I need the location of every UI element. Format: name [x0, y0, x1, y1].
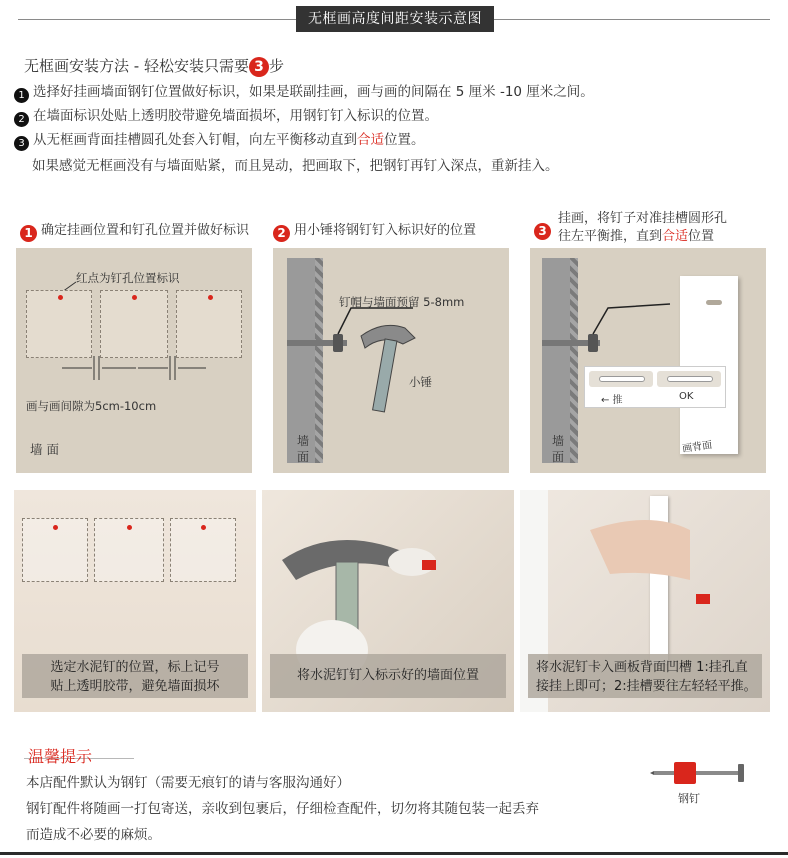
step-number-badge: 1	[20, 225, 37, 242]
push-label: ← 推	[601, 395, 623, 406]
method-heading	[24, 52, 774, 80]
nail-illustration	[530, 248, 766, 473]
pin-marker	[132, 295, 137, 300]
method-heading-text: 无框画安装方法 - 轻松安装只需要	[24, 57, 249, 75]
diagram-step-1-heading	[20, 222, 249, 242]
pin-marker	[53, 525, 58, 530]
nail-label: 钢钉	[678, 792, 700, 805]
tips-line-2: 钢钉配件将随画一打包寄送，亲收到包裹后，仔细检查配件，切勿将其随包装一起丢弃	[26, 801, 539, 817]
diagram-step-3-heading	[534, 210, 727, 246]
pin-marker	[201, 525, 206, 530]
bottom-border	[0, 852, 788, 855]
tips-line-3: 而造成不必要的麻烦。	[26, 827, 161, 843]
caption-line-1: 将水泥钉钉入标示好的墙面位置	[296, 668, 479, 683]
install-method	[14, 52, 774, 178]
method-heading-suffix: 步	[268, 57, 284, 75]
diagram-step-2-heading	[273, 222, 476, 242]
step-number: 2	[14, 112, 29, 127]
frame-placeholder-1	[26, 290, 92, 358]
photo-panel-2	[262, 490, 514, 712]
step-number: 1	[14, 88, 29, 103]
nail-gap-label: 钉帽与墙面预留 5-8mm	[339, 295, 465, 309]
caption-line-2: 贴上透明胶带，避免墙面损坏	[50, 679, 220, 694]
gap-label: 画与画间隙为5cm-10cm	[26, 399, 157, 413]
frame-back-label: 画背面	[681, 439, 713, 456]
caption-line-1: 选定水泥钉的位置，标上记号	[50, 660, 220, 675]
step-count-badge: 3	[249, 57, 269, 77]
wall-label-1: 墙	[297, 434, 310, 448]
wall-label-2: 面	[552, 450, 565, 464]
wall-label-2: 面	[297, 450, 310, 464]
slot-right	[657, 371, 721, 387]
method-step-1	[14, 80, 774, 104]
steel-nail-icon	[650, 750, 760, 800]
slot-left	[589, 371, 653, 387]
slot-inset	[584, 366, 726, 408]
pin-marker	[208, 295, 213, 300]
page-title: 无框画高度间距安装示意图	[296, 6, 494, 32]
tips-title: 温馨提示	[28, 747, 93, 766]
highlight-text: 合适	[662, 229, 689, 244]
diagram-step-text-end: 位置	[688, 229, 715, 244]
diagram-panel-2	[273, 248, 509, 473]
photo-caption	[528, 654, 762, 698]
photo-caption	[22, 654, 248, 698]
hammer-nail-illustration	[273, 248, 509, 473]
method-note: 如果感觉无框画没有与墙面贴紧，而且晃动，把画取下，把钢钉再钉入深点，重新挂入。	[32, 158, 559, 174]
photo-caption	[270, 654, 506, 698]
method-step-text: 在墙面标识处贴上透明胶带避免墙面损坏，用钢钉钉入标识的位置。	[33, 108, 438, 124]
diagram-step-label: 用小锤将钢钉钉入标识好的位置	[294, 223, 477, 238]
wall-label-1: 墙	[552, 434, 565, 448]
frame-placeholder-2	[100, 290, 168, 358]
method-step-text: 从无框画背面挂槽圆孔处套入钉帽，向左平衡移动直到	[33, 132, 357, 148]
caption-line-2: 接挂上即可；2:挂槽要往左轻轻平推。	[536, 679, 757, 694]
hammer-label: 小锤	[409, 375, 432, 389]
diagram-panel-3	[530, 248, 766, 473]
photo-panel-3	[520, 490, 770, 712]
diagram-step-label-line1: 挂画，将钉子对准挂槽圆形孔	[558, 211, 728, 226]
step-number-badge: 2	[273, 225, 290, 242]
title-bar	[0, 0, 788, 40]
photo-panel-1	[14, 490, 256, 712]
diagram-step-text: 往左平衡推，直到	[558, 229, 663, 244]
step-number: 3	[14, 136, 29, 151]
caption-line-1: 将水泥钉卡入画板背面凹槽 1:挂孔直	[536, 660, 748, 675]
tips-line-1: 本店配件默认为钢钉（需要无痕钉的请与客服沟通好）	[26, 775, 350, 791]
method-step-text: 选择好挂画墙面钢钉位置做好标识，如果是联副挂画，画与画的间隔在 5 厘米 -10 厘米之间。	[33, 84, 594, 100]
diagram-panel-1	[16, 248, 252, 473]
step-number-badge: 3	[534, 223, 551, 240]
method-step-text-end: 位置。	[384, 132, 425, 148]
method-step-2	[14, 104, 774, 128]
method-step-3	[14, 128, 774, 152]
pin-marker	[58, 295, 63, 300]
frame-placeholder-3	[176, 290, 242, 358]
ok-label: OK	[679, 391, 694, 402]
frame-placeholder	[94, 518, 164, 582]
pin-marker	[127, 525, 132, 530]
slot-hole	[667, 376, 713, 382]
wall-label: 墙 面	[30, 442, 59, 457]
slot-hole	[599, 376, 645, 382]
frame-placeholder	[170, 518, 236, 582]
pin-marker-label: 红点为钉孔位置标识	[76, 271, 180, 285]
frame-placeholder	[22, 518, 88, 582]
highlight-text: 合适	[357, 132, 384, 148]
diagram-step-label-line2	[558, 228, 727, 246]
diagram-step-label: 确定挂画位置和钉孔位置并做好标识	[41, 223, 250, 238]
